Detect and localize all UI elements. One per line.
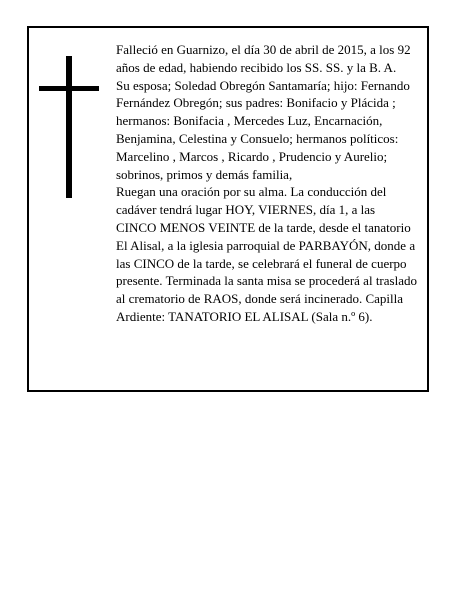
cross-horizontal-bar [39, 86, 99, 91]
notice-paragraph-death: Falleció en Guarnizo, el día 30 de abril de 2015, a los 92 años de edad, habiendo recibido los SS. SS. y la B. A. [116, 42, 411, 75]
obituary-notice [27, 26, 429, 392]
notice-paragraph-ceremony: Ruegan una oración por su alma. La conducción del cadáver tendrá lugar HOY, VIERNES, día 1, a las CINCO MENOS VEINTE de la tarde, desde el tanatorio El Alisal, a la iglesia parroquial de PARBAYÓN, donde a las CINCO de la tarde, se celebrará el funeral de cuerpo presente. Terminada la santa misa se procederá al traslado al crematorio de RAOS, donde será incinerado. Capilla Ardiente: TANATORIO EL ALISAL (Sala n.º 6). [116, 184, 417, 324]
cross-icon [39, 56, 99, 198]
cross-vertical-bar [66, 56, 72, 198]
notice-paragraph-family: Su esposa; Soledad Obregón Santamaría; hijo: Fernando Fernández Obregón; sus padres: Bonifacio y Plácida ; hermanos: Bonifacia , Mercedes Luz, Encarnación, Benjamina, Celestina y Consuelo; hermanos políticos: Marcelino , Marcos , Ricardo , Prudencio y Aurelio; sobrinos, primos y demás familia, [116, 77, 410, 182]
notice-text [116, 41, 418, 326]
